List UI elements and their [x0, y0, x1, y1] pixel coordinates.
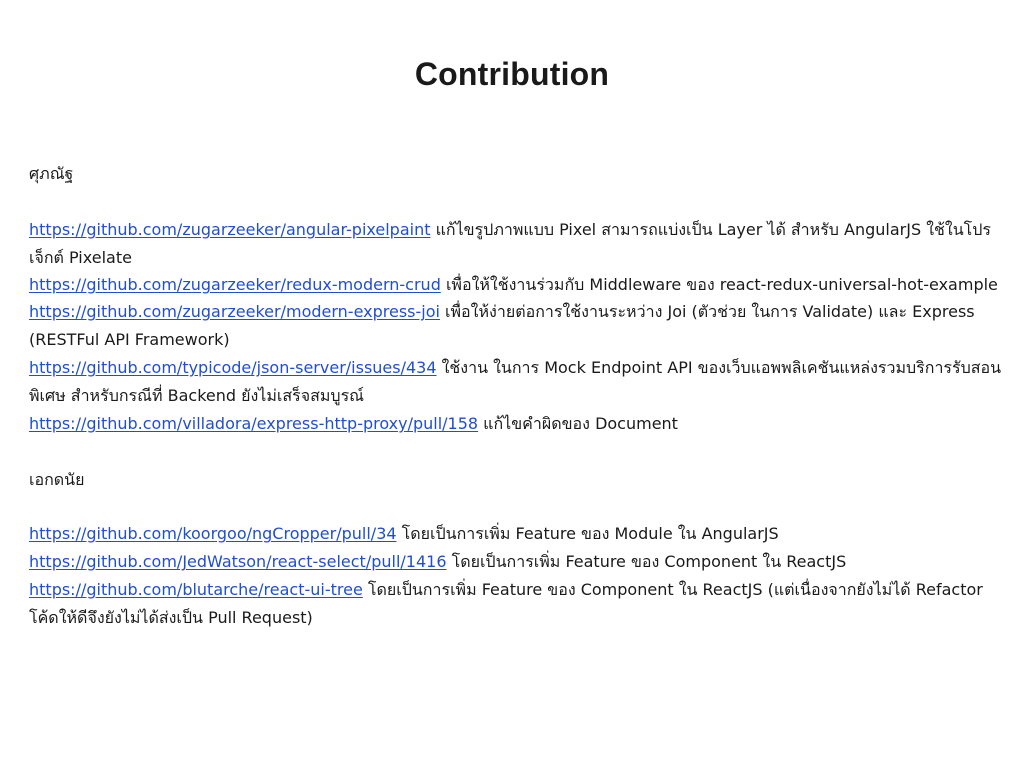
section-name-ekdanai: เอกดนัย — [29, 470, 85, 489]
repo-link[interactable]: https://github.com/koorgoo/ngCropper/pull/34 — [29, 524, 397, 543]
list-item — [29, 410, 1004, 438]
entry-description: เพื่อให้ใช้งานร่วมกับ Middleware ของ react-redux-universal-hot-example — [440, 275, 998, 294]
list-item — [29, 272, 1004, 298]
contribution-list-ekdanai — [29, 520, 1004, 632]
entry-description: โดยเป็นการเพิ่ม Feature ของ Component ใน ReactJS — [446, 552, 847, 571]
list-item — [29, 520, 1004, 548]
repo-link[interactable]: https://github.com/typicode/json-server/issues/434 — [29, 358, 437, 377]
entry-description: แก้ไขคำผิดของ Document — [478, 414, 678, 433]
contribution-content — [29, 160, 1004, 632]
entry-description: โดยเป็นการเพิ่ม Feature ของ Module ใน AngularJS — [396, 524, 779, 543]
spacer — [29, 494, 1004, 520]
entry-description: โดยเป็นการเพิ่ม Feature ของ Component ใน ReactJS (แต่เนื่องจากยังไม่ได้ Refactor โค้ดให้ดีจึงยังไม่ได้ส่งเป็น Pull Request) — [29, 580, 983, 627]
slide-title: Contribution — [414, 56, 610, 92]
spacer — [29, 438, 1004, 466]
contribution-list-supanat — [29, 216, 1004, 438]
repo-link[interactable]: https://github.com/zugarzeeker/redux-modern-crud — [29, 275, 441, 294]
repo-link[interactable]: https://github.com/villadora/express-http-proxy/pull/158 — [29, 414, 479, 433]
repo-link[interactable]: https://github.com/JedWatson/react-select/pull/1416 — [29, 552, 447, 571]
repo-link[interactable]: https://github.com/blutarche/react-ui-tree — [29, 580, 363, 599]
list-item — [29, 216, 1004, 272]
section-name-supanat: ศุภณัฐ — [29, 164, 74, 183]
list-item — [29, 548, 1004, 576]
repo-link[interactable]: https://github.com/zugarzeeker/modern-express-joi — [29, 302, 440, 321]
list-item — [29, 576, 1004, 632]
entry-description: ใช้งาน ในการ Mock Endpoint API ของเว็บแอพพลิเคชันแหล่งรวมบริการรับสอนพิเศษ สำหรับกรณีที่ Backend ยังไม่เสร็จสมบูรณ์ — [29, 358, 1002, 405]
entry-description: แก้ไขรูปภาพแบบ Pixel สามารถแบ่งเป็น Layer ได้ สำหรับ AngularJS ใช้ในโปรเจ็กต์ Pixelate — [29, 220, 991, 267]
spacer — [29, 188, 1004, 216]
entry-description: เพื่อให้ง่ายต่อการใช้งานระหว่าง Joi (ตัวช่วย ในการ Validate) และ Express (RESTFul API Framework) — [29, 302, 975, 349]
list-item — [29, 354, 1004, 410]
repo-link[interactable]: https://github.com/zugarzeeker/angular-pixelpaint — [29, 220, 431, 239]
list-item — [29, 298, 1004, 354]
